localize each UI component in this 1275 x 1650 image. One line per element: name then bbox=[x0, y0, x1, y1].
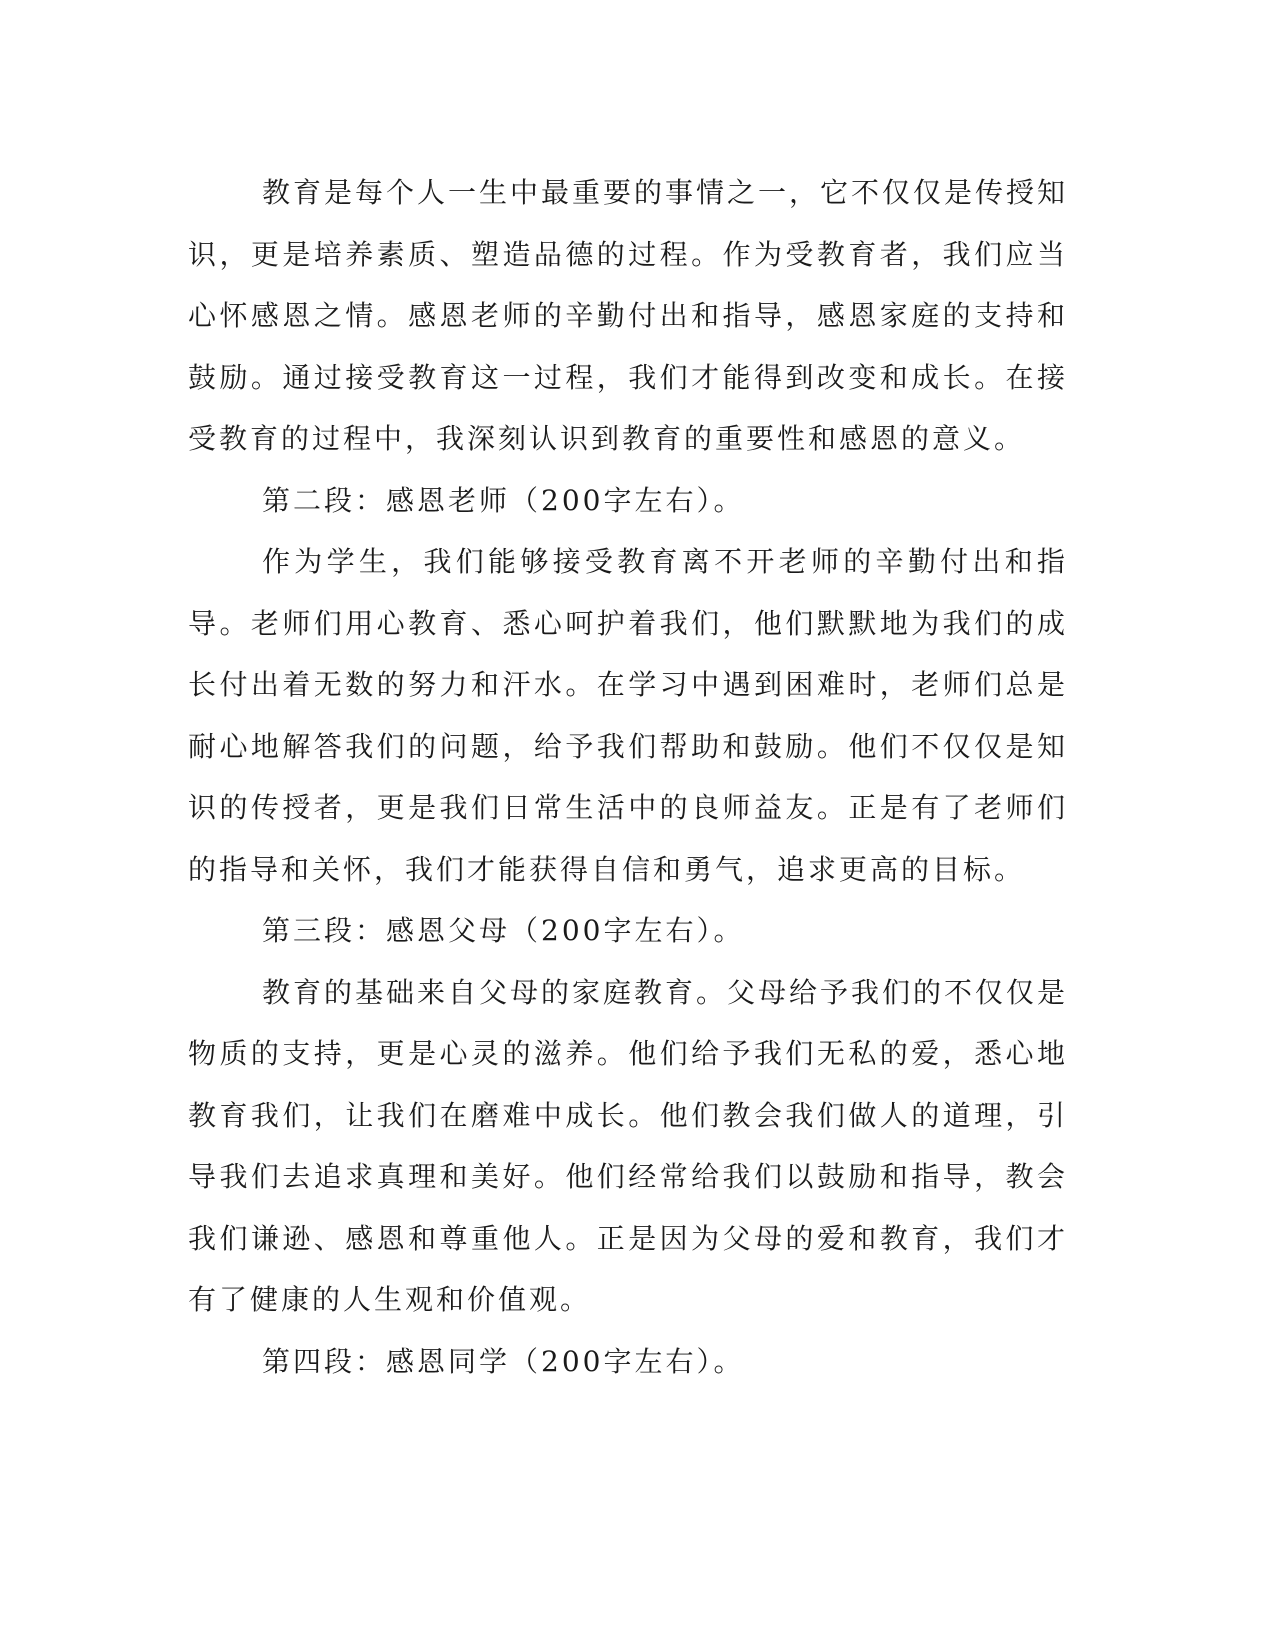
paragraph-intro: 教育是每个人一生中最重要的事情之一，它不仅仅是传授知识，更是培养素质、塑造品德的过程。作为受教育者，我们应当心怀感恩之情。感恩老师的辛勤付出和指导，感恩家庭的支持和鼓励。通过接受教育这一过程，我们才能得到改变和成长。在接受教育的过程中，我深刻认识到教育的重要性和感恩的意义。 bbox=[188, 176, 1069, 455]
section-heading-parents: 第三段：感恩父母（200字左右）。 bbox=[262, 914, 745, 947]
section-heading-teachers: 第二段：感恩老师（200字左右）。 bbox=[262, 483, 745, 517]
document-body bbox=[188, 162, 1068, 1392]
paragraph-teachers: 作为学生，我们能够接受教育离不开老师的辛勤付出和指导。老师们用心教育、悉心呵护着我们，他们默默地为我们的成长付出着无数的努力和汗水。在学习中遇到困难时，老师们总是耐心地解答我们的问题，给予我们帮助和鼓励。他们不仅仅是知识的传授者，更是我们日常生活中的良师益友。正是有了老师们的指导和关怀，我们才能获得自信和勇气，追求更高的目标。 bbox=[188, 545, 1068, 886]
section-heading-classmates: 第四段：感恩同学（200字左右）。 bbox=[262, 1344, 745, 1378]
paragraph-parents: 教育的基础来自父母的家庭教育。父母给予我们的不仅仅是物质的支持，更是心灵的滋养。他们给予我们无私的爱，悉心地教育我们，让我们在磨难中成长。他们教会我们做人的道理，引导我们去追求真理和美好。他们经常给我们以鼓励和指导，教会我们谦逊、感恩和尊重他人。正是因为父母的爱和教育，我们才有了健康的人生观和价值观。 bbox=[188, 975, 1069, 1316]
